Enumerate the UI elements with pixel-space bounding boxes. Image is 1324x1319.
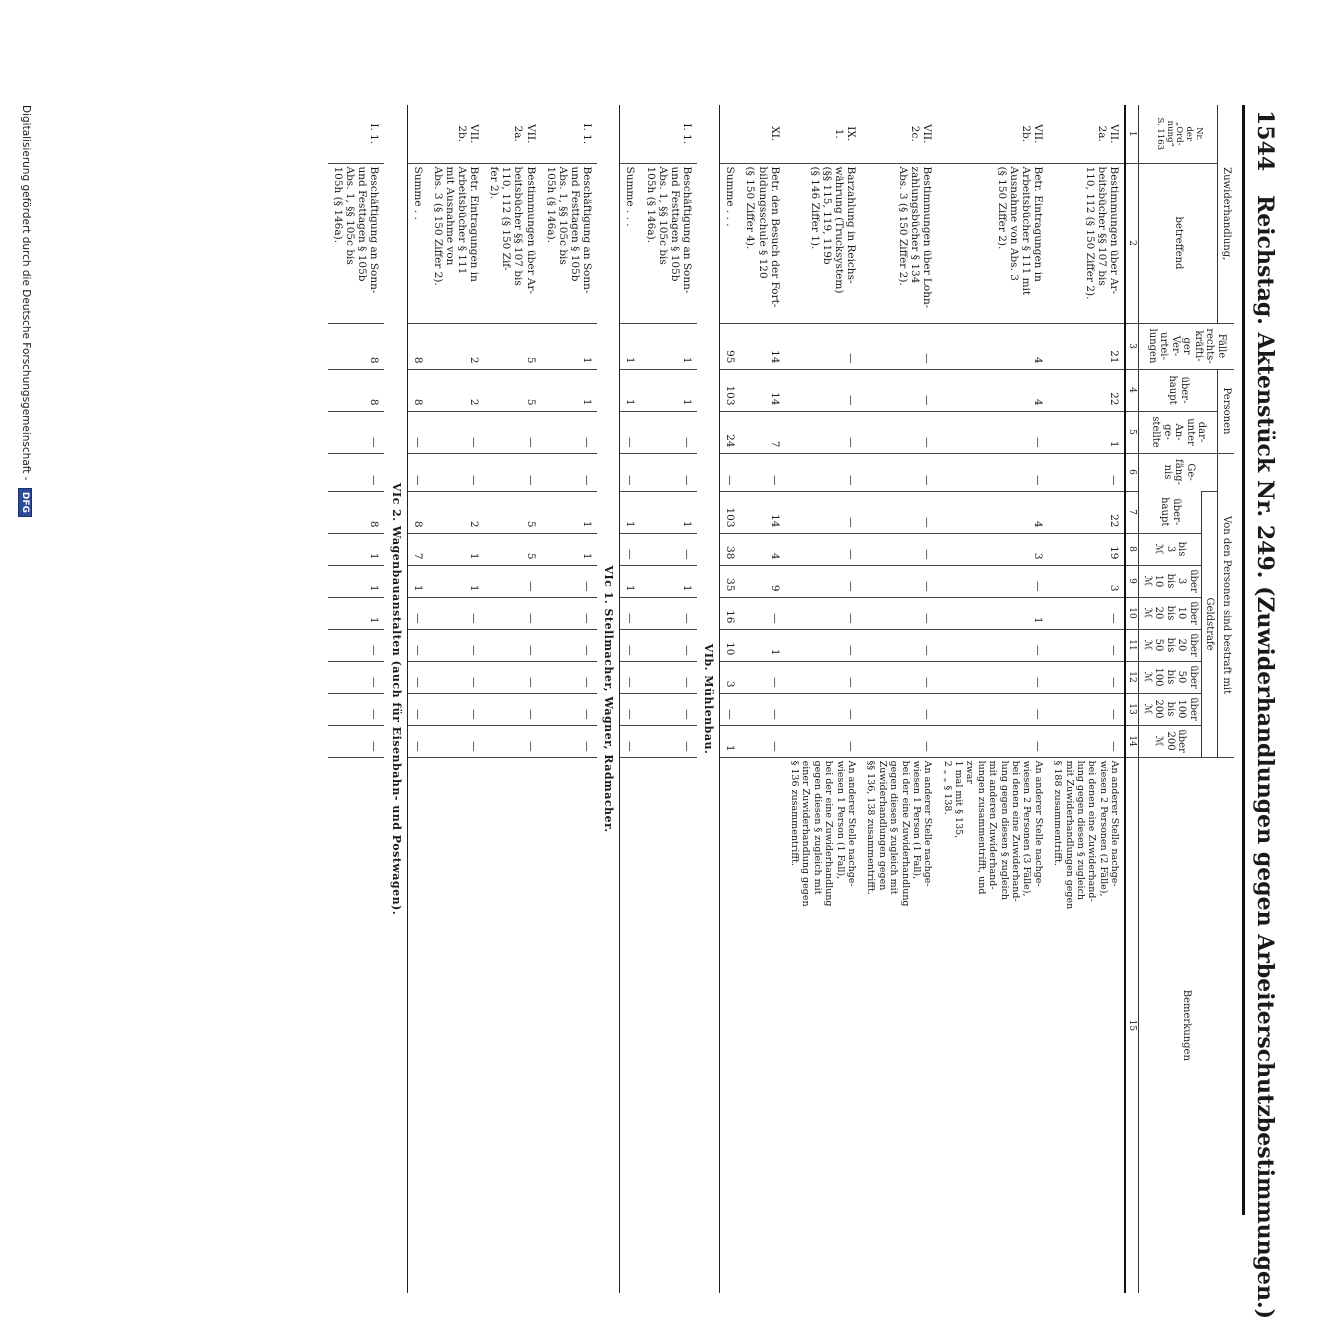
header-ueberhaupt: über- haupt [1139,369,1218,411]
cell-betreffend: Barzahlung in Reichs- währung (Trucksystem) (§§ 115, 119, 119b (§ 146 Ziffer 1). [785,163,861,323]
cell-c12: — [407,661,428,693]
cell-c7: 1 [640,491,696,533]
cell-c6: — [328,453,384,491]
table-row [937,105,1048,1293]
cell-betreffend: Bestimmungen über Lohn- zahlungsbücher § 134 Abs. 3 (§ 150 Ziffer 2). [861,163,937,323]
column-number: 3 [1125,323,1139,369]
cell-c7: 8 [407,491,428,533]
cell-c8: 1 [541,533,597,565]
cell-c5: — [620,411,641,453]
cell-betreffend: Beschäftigung an Sonn- und Festtagen § 105b Abs. 1, §§ 105c bis 105h (§ 146a). [328,163,384,323]
cell-c13: — [1048,693,1125,725]
cell-c4: 8 [328,369,384,411]
cell-c14: — [484,725,540,757]
cell-c10: — [428,597,484,629]
page-number: 1544 [1252,110,1278,172]
cell-c7: 2 [428,491,484,533]
cell-c13: — [328,693,384,725]
header-bestraft: Von den Personen sind bestraft mit [1218,453,1234,757]
table-row [785,105,861,1293]
header-personen: Personen [1218,369,1234,453]
cell-betreffend: Bestimmungen über Ar- beitsbücher §§ 107 bis 110, 112 (§ 150 Ziffer 2). [1048,163,1125,323]
header-10-20: über 10 bis 20 ℳ [1139,597,1202,629]
page-header [1242,105,1284,1319]
cell-c3: — [785,323,861,369]
cell-c12: — [484,661,540,693]
column-number: 8 [1125,533,1139,565]
cell-c4: 22 [1048,369,1125,411]
cell-c8: 19 [1048,533,1125,565]
cell-bemerkungen: An anderer Stelle nachge- wiesen 1 Person (1 Fall), bei der eine Zuwiderhandlung gegen diesen § zugleich mit einer Zuwiderhandlung gegen § 136 zusammentrifft. [785,757,861,1293]
header-100-200: über 100 bis 200 ℳ [1139,693,1202,725]
sum-row [720,105,741,1293]
cell-nr: VII. 2b. [456,124,481,144]
cell-c12: — [740,661,784,693]
cell-c5: — [640,411,696,453]
cell-betreffend: Beschäftigung an Sonn- und Festtagen § 105b Abs. 1, §§ 105c bis 105h (§ 146a). [640,163,696,323]
cell-c10: — [620,597,641,629]
header-geldstrafe: Geldstrafe [1202,491,1219,757]
table-row [428,105,484,1293]
cell-c13: — [428,693,484,725]
cell-c5: 1 [1048,411,1125,453]
cell-nr: XI. [768,126,781,142]
cell-nr: I. 1. [680,123,693,145]
section-vic1-row [597,105,620,1293]
column-number: 9 [1125,565,1139,597]
cell-c10: — [740,597,784,629]
cell-c7: 103 [720,491,741,533]
cell-c5: — [328,411,384,453]
cell-c10: — [640,597,696,629]
cell-c11: — [541,629,597,661]
cell-nr [620,105,641,163]
cell-c6: — [484,453,540,491]
cell-c3: 2 [428,323,484,369]
cell-bemerkungen: An anderer Stelle nachge- wiesen 1 Person (1 Fall), bei der eine Zuwiderhandlung gegen diesen § zugleich mit Zuwiderhandlungen gegen §§ 136, 138 zusammentrifft. [861,757,937,1293]
cell-betreffend: Betr. Eintragungen in Arbeitsbücher § 111 mit Ausnahme von Abs. 3 (§ 150 Ziffer 2). [428,163,484,323]
cell-c4: 5 [484,369,540,411]
cell-betreffend: Betr. Eintragungen in Arbeitsbücher § 111 mit Ausnahme von Abs. 3 (§ 150 Ziffer 2). [937,163,1048,323]
cell-c14: — [407,725,428,757]
cell-c7: 4 [937,491,1048,533]
cell-c3: — [861,323,937,369]
cell-c5: — [428,411,484,453]
cell-c8: 3 [937,533,1048,565]
cell-c6: — [541,453,597,491]
header-bis3: bis 3 ℳ [1139,533,1202,565]
cell-c7: 1 [620,491,641,533]
cell-c5: — [541,411,597,453]
header-bemerkungen: Bemerkungen [1139,757,1234,1293]
cell-c9: 1 [428,565,484,597]
cell-c3: 1 [541,323,597,369]
cell-c9: 9 [740,565,784,597]
section-vic2-row [384,105,407,1293]
section-heading: VIc 2. Wagenbauanstalten (auch für Eisenbahn- und Postwagen). [389,482,403,916]
cell-c13: — [484,693,540,725]
cell-c9: — [484,565,540,597]
cell-c14: — [861,725,937,757]
cell-c8: 7 [407,533,428,565]
cell-c12: — [1048,661,1125,693]
cell-c11: — [861,629,937,661]
cell-c4: 4 [937,369,1048,411]
cell-nr: I. 1. [580,123,593,145]
cell-c5: — [785,411,861,453]
table-body [328,105,1125,1293]
cell-c3: 1 [640,323,696,369]
column-number: 14 [1125,725,1139,757]
column-number: 10 [1125,597,1139,629]
cell-c9: 3 [1048,565,1125,597]
cell-c6: — [785,453,861,491]
cell-c11: 1 [740,629,784,661]
cell-nr: IX. 1. [832,126,857,142]
cell-c10: — [484,597,540,629]
cell-c13: — [407,693,428,725]
section-heading: VIc 1. Stellmacher, Wagner, Radmacher. [602,565,616,833]
cell-c13: — [937,693,1048,725]
cell-c6: — [740,453,784,491]
cell-c3: 8 [407,323,428,369]
cell-c7: 5 [484,491,540,533]
column-number: 7 [1125,491,1139,533]
header-rule [1242,105,1245,1215]
sum-row [620,105,641,1293]
header-geld-ueberhaupt: über- haupt [1139,491,1202,533]
cell-c5: 24 [720,411,741,453]
cell-c11: — [785,629,861,661]
header-nr: Nr. der „Ord- nung“ S. 1163 [1139,105,1218,163]
cell-c11: — [1048,629,1125,661]
cell-c14: — [640,725,696,757]
cell-c3: 1 [620,323,641,369]
cell-nr: VII. 2c. [909,124,934,144]
cell-c7: 22 [1048,491,1125,533]
cell-c9: — [785,565,861,597]
cell-c5: — [407,411,428,453]
cell-bemerkungen [720,757,741,1293]
cell-c13: — [620,693,641,725]
cell-c8: — [785,533,861,565]
column-number: 4 [1125,369,1139,411]
cell-betreffend: Bestimmungen über Ar- beitsbücher §§ 107 bis 110, 112 (§ 150 Zif- fer 2). [484,163,540,323]
cell-c3: 5 [484,323,540,369]
cell-c3: 95 [720,323,741,369]
cell-c7: 8 [328,491,384,533]
cell-c6: — [720,453,741,491]
cell-c6: — [640,453,696,491]
cell-c12: — [861,661,937,693]
cell-bemerkungen [541,757,597,1293]
cell-c10: — [1048,597,1125,629]
cell-bemerkungen [428,757,484,1293]
cell-c8: 38 [720,533,741,565]
cell-c5: — [861,411,937,453]
footer-credit [18,105,32,965]
cell-c10: — [785,597,861,629]
cell-c4: — [785,369,861,411]
cell-c13: — [785,693,861,725]
cell-nr: I. 1. [368,123,381,145]
cell-c7: 1 [541,491,597,533]
cell-c11: — [937,629,1048,661]
cell-c4: — [861,369,937,411]
cell-c6: — [428,453,484,491]
cell-c8: — [861,533,937,565]
cell-c14: — [937,725,1048,757]
violations-table-wrapper [328,105,1234,1215]
cell-c14: — [1048,725,1125,757]
table-row [861,105,937,1293]
cell-bemerkungen [640,757,696,1293]
cell-c10: 1 [328,597,384,629]
cell-c5: — [937,411,1048,453]
cell-c4: 8 [407,369,428,411]
cell-c10: — [541,597,597,629]
cell-c13: — [541,693,597,725]
cell-c8: — [640,533,696,565]
cell-c4: 1 [640,369,696,411]
cell-c9: 1 [407,565,428,597]
cell-c10: — [407,597,428,629]
cell-c6: — [1048,453,1125,491]
cell-c7: 14 [740,491,784,533]
violations-table [328,105,1234,1293]
cell-c5: — [484,411,540,453]
cell-nr [720,105,741,163]
page-title: Reichstag. Aktenstück Nr. 249. (Zuwiderhandlungen gegen Arbeiterschutzbestimmungen.) [1252,195,1278,1319]
cell-c4: 14 [740,369,784,411]
cell-c11: — [640,629,696,661]
cell-bemerkungen: An anderer Stelle nachge- wiesen 2 Personen (2 Fälle), bei denen eine Zuwiderhand- lung gegen diesen § zugleich mit Zuwiderhandlungen gegen § 188 zusammentrifft. [1048,757,1125,1293]
cell-c14: — [541,725,597,757]
column-number: 12 [1125,661,1139,693]
cell-c8: 1 [328,533,384,565]
footer-text: Digitalisierung gefördert durch die Deutsche Forschungsgemeinschaft - [20,105,32,481]
cell-bemerkungen [484,757,540,1293]
cell-c3: 4 [937,323,1048,369]
cell-c9: 35 [720,565,741,597]
cell-betreffend: Summe . . . [620,163,641,323]
cell-c14: — [620,725,641,757]
cell-c10: — [861,597,937,629]
cell-nr: VII. 2b. [1019,124,1044,144]
column-numbers-row [1125,105,1139,1293]
cell-c11: — [620,629,641,661]
cell-c8: 5 [484,533,540,565]
column-number: 11 [1125,629,1139,661]
cell-c8: — [620,533,641,565]
cell-c4: 2 [428,369,484,411]
cell-betreffend: Summe . . . [720,163,741,323]
cell-c6: — [620,453,641,491]
table-row [484,105,540,1293]
cell-c9: — [541,565,597,597]
header-gefaengnis: Ge- fäng- nis [1139,453,1218,491]
cell-c12: — [328,661,384,693]
cell-c14: — [328,725,384,757]
cell-c6: — [937,453,1048,491]
header-angestellte: dar- unter An- ge- stellte [1139,411,1218,453]
column-number: 13 [1125,693,1139,725]
cell-bemerkungen [328,757,384,1293]
header-50-100: über 50 bis 100 ℳ [1139,661,1202,693]
cell-c9: 1 [640,565,696,597]
cell-c3: 14 [740,323,784,369]
cell-c9: 1 [620,565,641,597]
cell-c8: 4 [740,533,784,565]
cell-c11: — [328,629,384,661]
cell-c13: — [720,693,741,725]
cell-c3: 8 [328,323,384,369]
cell-c14: — [785,725,861,757]
cell-c9: — [861,565,937,597]
column-number: 6 [1125,453,1139,491]
cell-c12: — [541,661,597,693]
header-faelle: Fälle rechts- kräfti- ger Ver- urtei- lungen [1139,323,1234,369]
cell-c13: — [740,693,784,725]
cell-c12: 3 [720,661,741,693]
cell-nr: VII. 2a. [512,124,537,144]
cell-nr: VII. 2a. [1096,124,1121,144]
cell-c10: 16 [720,597,741,629]
table-row [328,105,384,1293]
cell-c7: — [861,491,937,533]
cell-c7: — [785,491,861,533]
dfg-logo: DFG [18,488,32,517]
header-20-50: über 20 bis 50 ℳ [1139,629,1202,661]
cell-c4: 1 [541,369,597,411]
cell-betreffend: Betr. den Besuch der Fort- bildungsschule § 120 (§ 150 Ziffer 4). [740,163,784,323]
cell-c12: — [640,661,696,693]
cell-c13: — [640,693,696,725]
column-number: 15 [1125,757,1139,1293]
header-ueber200: über 200 ℳ [1139,725,1202,757]
table-row [740,105,784,1293]
cell-c8: 1 [428,533,484,565]
cell-bemerkungen [740,757,784,1293]
cell-c9: — [937,565,1048,597]
cell-c11: — [407,629,428,661]
cell-c5: 7 [740,411,784,453]
cell-c3: 21 [1048,323,1125,369]
table-head [1125,105,1234,1293]
cell-c12: — [937,661,1048,693]
cell-c12: — [620,661,641,693]
header-3-10: über 3 bis 10 ℳ [1139,565,1202,597]
cell-betreffend: Summe . . [407,163,428,323]
cell-betreffend: Beschäftigung an Sonn- und Festtagen § 105b Abs. 1, §§ 105c bis 105h (§ 146a). [541,163,597,323]
column-number: 1 [1125,105,1139,163]
cell-c6: — [407,453,428,491]
cell-c12: — [785,661,861,693]
section-vib-row [697,105,720,1293]
header-zuwiderhandlung: Zuwiderhandlung, [1218,105,1234,323]
column-number: 2 [1125,163,1139,323]
sum-row [407,105,428,1293]
cell-c9: 1 [328,565,384,597]
cell-c10: 1 [937,597,1048,629]
table-row [1048,105,1125,1293]
cell-c11: — [428,629,484,661]
cell-bemerkungen [407,757,428,1293]
table-row [640,105,696,1293]
cell-nr [407,105,428,163]
cell-c14: — [428,725,484,757]
cell-c4: 103 [720,369,741,411]
header-betreffend: betreffend [1139,163,1218,323]
cell-bemerkungen: An anderer Stelle nachge- wiesen 2 Personen (3 Fälle), bei denen eine Zuwiderhand- lung gegen diesen § zugleich mit anderen Zuwiderhand- lungen zusammentrifft, und zwar 1 mal mit § 135, 2 „ „ § 138. [937,757,1048,1293]
cell-c11: — [484,629,540,661]
section-heading: VIb. Mühlenbau. [702,643,716,755]
cell-c12: — [428,661,484,693]
cell-c14: — [740,725,784,757]
cell-c13: — [861,693,937,725]
cell-c11: 10 [720,629,741,661]
cell-c14: 1 [720,725,741,757]
cell-bemerkungen [620,757,641,1293]
cell-c4: 1 [620,369,641,411]
table-row [541,105,597,1293]
column-number: 5 [1125,411,1139,453]
cell-c6: — [861,453,937,491]
